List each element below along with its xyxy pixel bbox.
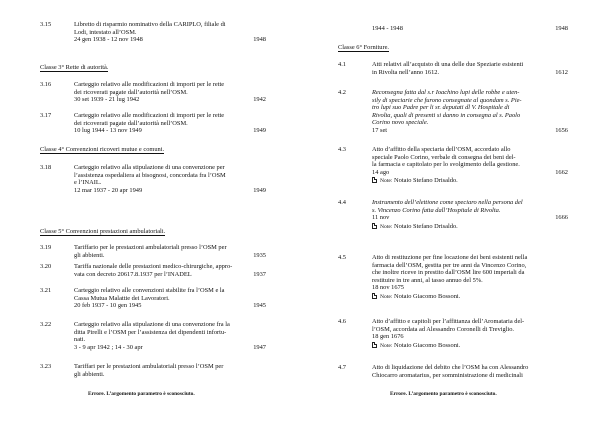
entry-text: Atti relativi all’acquisto di una delle due Speziarie esistenti [372, 61, 524, 68]
entry-text: Carteggio relativo alle convenzioni stabilite fra l’OSM e la [74, 287, 225, 294]
entry-number: 3.22 [40, 321, 52, 328]
entry-date-line [74, 127, 266, 135]
entry-year: 1949 [253, 127, 266, 134]
note-icon [372, 293, 377, 299]
note-icon [372, 177, 377, 183]
page-footer: Errore. L’argomento parametro è sconosciuto. [88, 391, 195, 397]
entry-note [372, 293, 568, 302]
entry-3-21 [40, 287, 266, 310]
entry-text: Corino novo speciale. [372, 119, 429, 126]
entry-4-4 [338, 199, 568, 231]
entry-text: dei ricoverati pagate dall’autorità nell’OSM. [74, 88, 188, 96]
section-heading: Classe 5° Convenzioni prestazioni ambulatoriali. [40, 228, 166, 235]
note-text: Notaio Stefano Drisaldo. [394, 177, 458, 184]
entry-date: 14 ago [372, 168, 390, 176]
right-page [300, 0, 600, 424]
entry-date-line [74, 344, 266, 352]
entry-3-15 [40, 21, 266, 44]
entry-number: 3.23 [40, 363, 52, 370]
entry-3-16 [40, 81, 266, 104]
entry-year: 1662 [555, 168, 568, 176]
entry-3-20 [40, 263, 266, 278]
entry-text: dei ricoverati pagate dall’autorità nell’OSM. [74, 119, 188, 127]
entry-date: 10 lug 1944 - 13 nov 1949 [74, 127, 142, 134]
entry-text: farmacia dell’OSM, gestita per tre anni da Vincenzo Corino, [372, 261, 527, 269]
entry-text: speciale Paolo Corino, verbale di consegna dei beni del- [372, 153, 516, 161]
entry-3-23 [40, 363, 266, 378]
entry-number: 3.20 [40, 263, 52, 270]
entry-text: nati. [74, 336, 86, 343]
entry-note [372, 223, 568, 232]
note-label: Note: [380, 178, 393, 184]
entry-year: 1947 [253, 343, 266, 351]
entry-text: restituire in tre anni, al tasso annuo del 5%. [372, 276, 483, 284]
entry-text: la farmacia e capitolato per lo svolgimento della gestione. [372, 161, 520, 168]
entry-number: 4.7 [338, 364, 346, 371]
entry-date-line [372, 214, 568, 222]
entry-text: Atto di restituzione per fine locazione dei beni esistenti nella [372, 254, 528, 261]
entry-number: 4.5 [338, 254, 346, 261]
note-label: Note: [380, 223, 393, 230]
section-heading: Classe 6° Forniture. [338, 44, 390, 51]
entry-3-17 [40, 112, 266, 135]
note-text: Notaio Giacomo Bossoni. [394, 341, 461, 349]
entry-text: tro lupi suo Padre per li sr. deputati dl V. Hospitale di [372, 104, 510, 111]
entry-date: 11 nov [372, 214, 390, 221]
entry-number: 4.6 [338, 318, 346, 325]
entry-text: Libretto di risparmio nominativo della CARIPLO, filiale di [74, 21, 226, 28]
entry-text: Cassa Mutua Malattie dei Lavoratori. [74, 294, 170, 302]
entry-number: 3.18 [40, 164, 52, 171]
entry-text: Tariffario per le prestazioni ambulatoriali presso l’OSM per [74, 244, 227, 251]
entry-number: 3.16 [40, 81, 52, 88]
entry-date-line [372, 25, 568, 33]
entry-year: 1935 [253, 251, 266, 259]
entry-year: 1945 [253, 302, 266, 309]
entry-date-line [372, 69, 568, 77]
entry-text: gli abbienti. [74, 370, 105, 378]
entry-number: 3.19 [40, 244, 52, 251]
entry-text: Atto di liquidazione del debito che l’OSM ha con Alessandro [372, 364, 529, 371]
entry-year: 1937 [253, 270, 266, 278]
entry-text: Reconsegna fatta dal s.r Ioachino lupi delle robbe e uten- [372, 89, 520, 96]
section-heading: Classe 3° Rette di autorità. [40, 64, 109, 71]
entry-text: e l’INAIL. [74, 179, 102, 186]
entry-year: 1666 [555, 214, 568, 221]
entry-text: Carteggio relativo alla stipulazione di una convenzione per [74, 164, 225, 171]
note-text: Notaio Giacomo Bossoni. [394, 292, 461, 300]
entry-year: 1612 [555, 68, 568, 76]
entry-date-line [74, 96, 266, 104]
entry-date: 3 - 9 apr 1942 ; 14 - 30 apr [74, 343, 143, 351]
entry-text: gli abbienti. [74, 251, 105, 259]
entry-note [372, 342, 568, 351]
continued-entry [338, 25, 568, 33]
entry-date: 18 nov 1675 [372, 284, 404, 291]
entry-year: 1942 [253, 96, 266, 103]
entry-date-line [74, 252, 266, 260]
entry-year: 1948 [253, 36, 266, 43]
entry-text: ditta Pirelli e l’OSM per l’assistenza dei dipendenti infortu- [74, 328, 227, 336]
entry-number: 3.21 [40, 287, 52, 294]
entry-3-18 [40, 164, 266, 194]
entry-date: 20 feb 1937 - 10 gen 1945 [74, 302, 142, 309]
entry-date: 30 set 1939 - 21 lug 1942 [74, 96, 140, 103]
entry-year: 1949 [253, 186, 266, 194]
entry-4-7 [338, 364, 568, 379]
entry-date-line [74, 36, 266, 44]
entry-year: 1948 [555, 25, 568, 32]
entry-text: s. Vincenzo Corino fatta dall’Hospitale di Rivolta. [372, 206, 501, 214]
entry-date: 17 set [372, 126, 388, 134]
entry-date: 1944 - 1948 [372, 25, 403, 32]
note-icon [372, 223, 377, 229]
entry-date: 18 gen 1676 [372, 333, 404, 340]
entry-text: l’OSM, accordata ad Alessandro Coronelli di Treviglio. [372, 325, 514, 333]
entry-number: 4.1 [338, 61, 346, 68]
entry-text: Chiocarro aromatarius, per somministrazione di medicinali [372, 371, 523, 379]
entry-text: Carteggio relativo alle modificazioni di importi per le rette [74, 112, 225, 119]
entry-number: 4.3 [338, 146, 346, 153]
entry-text: Instrumento dell’elettione come speciaro nella persona del [372, 199, 523, 206]
note-label: Note: [380, 342, 393, 349]
entry-number: 4.4 [338, 199, 346, 206]
entry-date-line [74, 271, 266, 279]
note-icon [372, 342, 377, 348]
section-heading: Classe 4° Convenzioni ricoveri mutue e comuni. [40, 146, 165, 153]
entry-number: 3.17 [40, 112, 52, 119]
entry-text: sily di speciarie che furono consegnate al quondam s. Pie- [372, 96, 522, 104]
page-footer: Errore. L’argomento parametro è sconosciuto. [390, 391, 497, 397]
entry-4-2 [338, 89, 568, 134]
entry-text: Tariffa nazionale delle prestazioni medico-chirurgiche, appro- [74, 263, 233, 270]
entry-3-19 [40, 244, 266, 259]
entry-text: Atto d’affitto della speciaria dell’OSM, accordato allo [372, 146, 511, 153]
entry-text: Carteggio relativo alla stipulazione di una convenzione fra la [74, 321, 230, 328]
entry-4-1 [338, 61, 568, 76]
entry-text: Carteggio relativo alle modificazioni di importi per le rette [74, 81, 225, 88]
note-text: Notaio Stefano Drisaldo. [394, 222, 458, 230]
entry-text: Tariffari per le prestazioni ambulatoriali presso l’OSM per [74, 363, 224, 370]
entry-text: in Rivolta nell’anno 1612. [372, 68, 440, 76]
entry-date: 12 mar 1937 - 20 apr 1949 [74, 186, 143, 194]
entry-text: Rivolta, quali di presenti si danno in consegna al s. Paolo [372, 111, 521, 119]
entry-4-6 [338, 318, 568, 350]
entry-note [372, 177, 568, 186]
entry-text: Lodi, intestato all’OSM. [74, 28, 137, 36]
entry-text: Atto d’affitto e capitoli per l’affittanza dell’Aromataria del- [372, 318, 525, 325]
entry-text: che inoltre riceve in prestito dall’OSM lire 600 imperiali da [372, 269, 525, 276]
entry-4-3 [338, 146, 568, 186]
note-label: Note: [380, 293, 393, 300]
entry-number: 3.15 [40, 21, 52, 28]
entry-3-22 [40, 321, 266, 351]
entry-text: vata con decreto 20617.8.1937 per l’INADEL [74, 270, 192, 278]
entry-text: l’assistenza ospedaliera ai bisognosi, concordata fra l’OSM [74, 171, 226, 179]
entry-number: 4.2 [338, 89, 346, 96]
entry-date-line [372, 127, 568, 135]
entry-date-line [74, 187, 266, 195]
entry-date-line [74, 302, 266, 310]
entry-year: 1656 [555, 126, 568, 134]
entry-4-5 [338, 254, 568, 301]
entry-date: 24 gen 1938 - 12 nov 1948 [74, 36, 143, 43]
entry-date-line [372, 169, 568, 177]
